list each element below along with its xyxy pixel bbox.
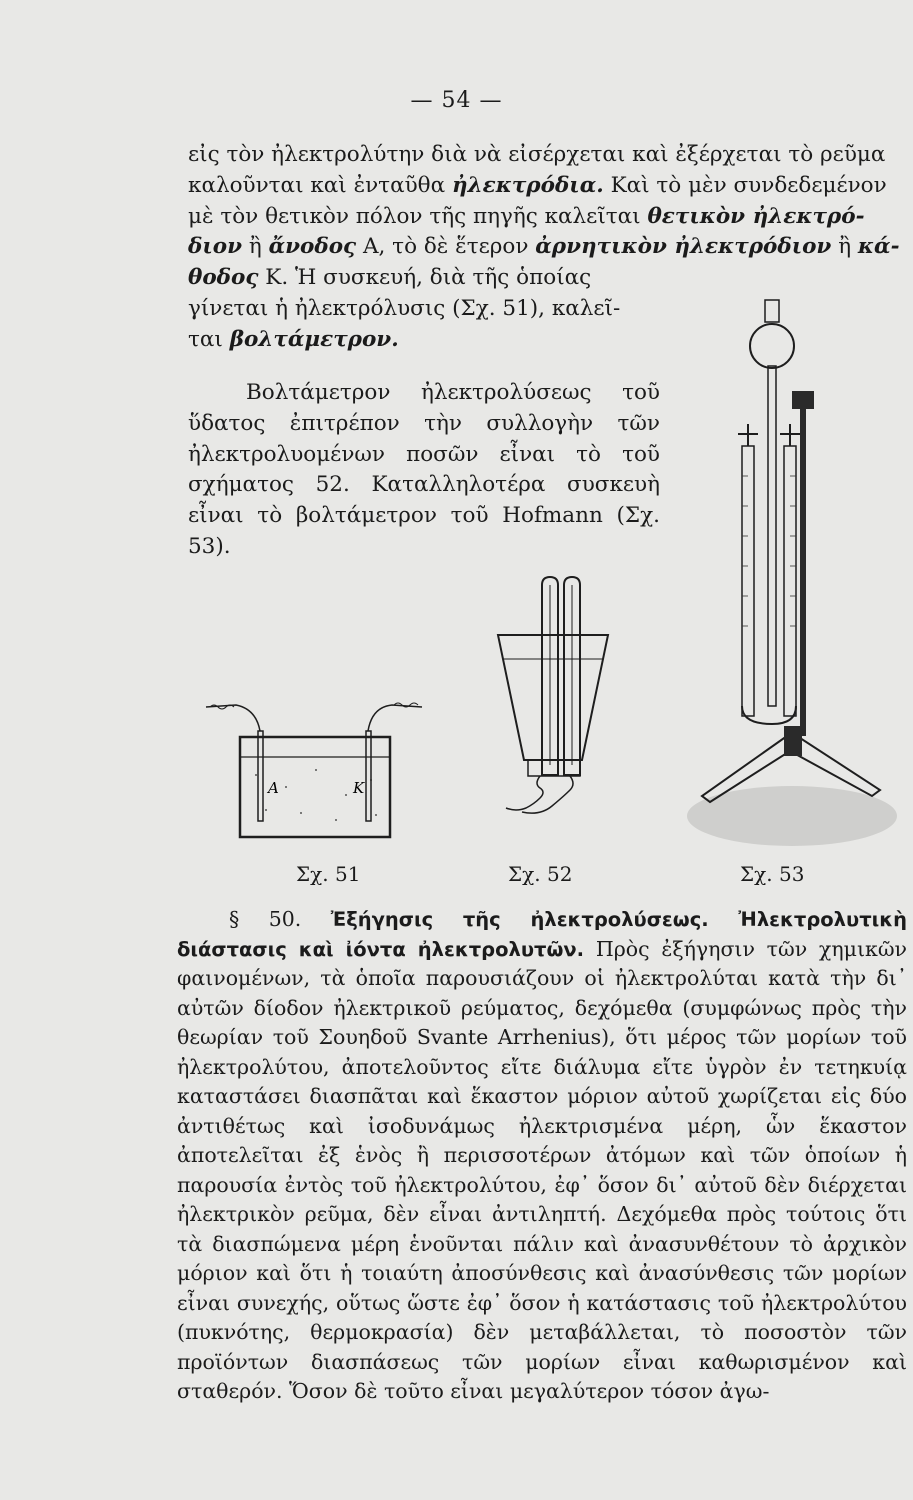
term-cathode: κά- [857, 234, 900, 260]
term-positive-electrode: θετικὸν ἠλεκτρό- [647, 203, 865, 229]
caption-fig-51: Σχ. 51 [296, 862, 361, 886]
section-heading: Ἐξήγησις τῆς ἠλεκτρολύσεως. Ἠλεκτρολυτικὴ διάστασις καὶ ἰόντα ἠλεκτρολυτῶν. [177, 908, 907, 961]
figure-51-electrolysis-cell [196, 695, 426, 845]
text-line: ται βολτάμετρον. [188, 326, 399, 352]
voltameter-paragraph: Βολτάμετρον ἠλεκτρολύσεως τοῦ ὕδατος ἐπιτρέπον τὴν συλλογὴν τῶν ἠλεκτρολυομένων ποσῶν εἶναι τὸ τοῦ σχήματος 52. Καταλληλοτέρα συσκευὴ εἶναι τὸ βολτάμετρον τοῦ Hofmann (Σχ. 53). [188, 380, 660, 559]
text-line: καλοῦνται καὶ ἐνταῦθα ἠλεκτρόδια. Καὶ τὸ μὲν συνδεδεμένον [188, 172, 887, 198]
text-line: διον ἢ ἄνοδος Α, τὸ δὲ ἕτερον ἀρνητικὸν ἠλεκτρόδιον ἢ κά- [188, 234, 900, 260]
caption-fig-52: Σχ. 52 [508, 862, 573, 886]
figure-52-water-voltameter [470, 575, 620, 845]
section-body: Πρὸς ἐξήγησιν τῶν χημικῶν φαινομένων, τὰ ὁποῖα παρουσιάζουν οἱ ἠλεκτρολύται κατὰ τὴν δι᾽ αὐτῶν δίοδον ἠλεκτρικοῦ ρεύματος, δεχόμεθα (συμφώνως πρὸς τὴν θεωρίαν τοῦ Σουηδοῦ Svante Arrhenius), ὅτι μέρος τῶν μορίων τοῦ ἠλεκτρολύτου, ἀποτελοῦντος εἴτε διάλυμα εἴτε ὑγρὸν ἐν τετηκυίᾳ καταστάσει διασπᾶται καὶ ἕκαστον μόριον αὐτοῦ χωρίζεται εἰς δύο ἀντιθέτως καὶ ἰσοδυνάμως ἠλεκτρισμένα μέρη, ὧν ἕκαστον ἀποτελεῖται ἐξ ἑνὸς ἢ περισσοτέρων ἀτόμων καὶ τῶν ὁποίων ἡ παρουσία ἐντὸς τοῦ ἠλεκτρολύτου, ἐφ᾽ ὅσον δι᾽ αὐτοῦ δὲν διέρχεται ἠλεκτρικὸν ρεῦμα, δὲν εἶναι ἀντιληπτή. Δεχόμεθα πρὸς τούτοις ὅτι τὰ διασπώμενα μέρη ἑνοῦνται πάλιν καὶ ἀνασυνθέτουν τὸ ἀρχικὸν μόριον καὶ ὅτι ἡ τοιαύτη ἀποσύνθεσις καὶ ἀνασύνθεσις τῶν μορίων εἶναι συνεχής, οὕτως ὥστε ἐφ᾽ ὅσον ἡ κατάστασις τοῦ ἠλεκτρολύτου (πυκνότης, θερμοκρασία) δὲν μεταβάλλεται, τὸ ποσοστὸν τῶν προϊόντων διασπάσεως τῶν μορίων εἶναι καθωρισμένον καὶ σταθερόν. Ὅσον δὲ τοῦτο εἶναι μεγαλύτερον τόσον ἀγω- [177, 936, 907, 1403]
term-voltameter: βολτάμετρον. [229, 326, 399, 352]
text-line: εἰς τὸν ἠλεκτρολύτην διὰ νὰ εἰσέρχεται καὶ ἐξέρχεται τὸ ρεῦμα [188, 142, 886, 167]
text-line: μὲ τὸν θετικὸν πόλον τῆς πηγῆς καλεῖται θετικὸν ἠλεκτρό- [188, 203, 865, 229]
section-50 [177, 905, 907, 1407]
section-number: § 50. [229, 907, 302, 931]
caption-fig-53: Σχ. 53 [740, 862, 805, 886]
term-cathode-cont: θοδος [188, 265, 259, 291]
text-line: γίνεται ἡ ἠλεκτρόλυσις (Σχ. 51), καλεῖ- [188, 295, 621, 321]
figure-53-hofmann-voltameter [672, 296, 902, 856]
term-anode: ἄνοδος [268, 234, 357, 260]
term-positive-electrode-cont: διον [188, 234, 243, 260]
term-negative-electrode: ἀρνητικὸν ἠλεκτρόδιον [535, 234, 832, 260]
text-line: θοδος Κ. Ἡ συσκευή, διὰ τῆς ὁποίας [188, 265, 592, 291]
cathode-label: K [353, 779, 365, 797]
anode-label: A [268, 779, 279, 797]
page-number: — 54 — [410, 88, 503, 113]
term-electrodes: ἠλεκτρόδια. [451, 172, 604, 198]
